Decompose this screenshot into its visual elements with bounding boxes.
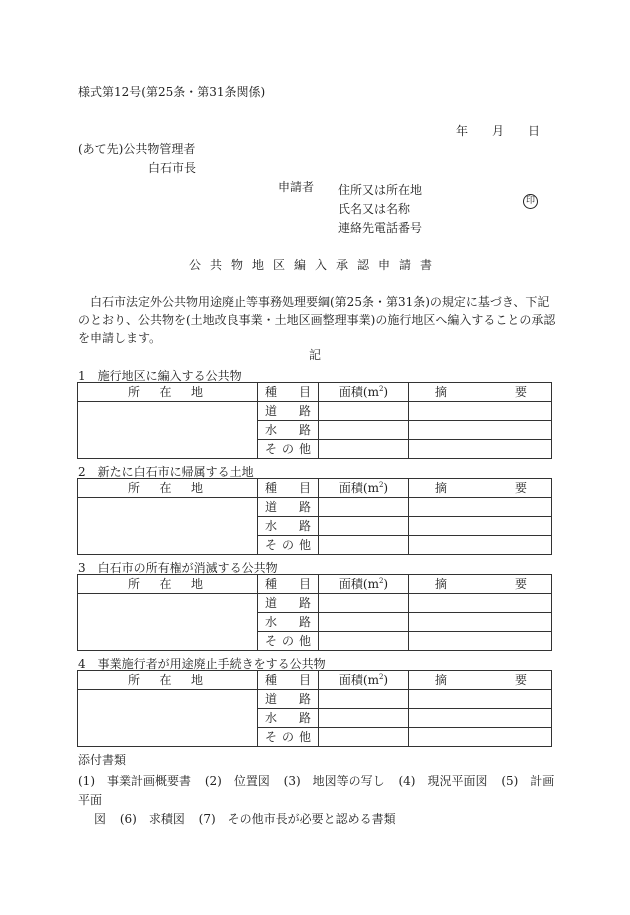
spread-text: 種 目 <box>265 673 311 687</box>
remarks-cell[interactable] <box>409 632 552 651</box>
type-cell <box>258 517 319 536</box>
type-cell <box>258 536 319 555</box>
public-property-table <box>77 382 552 459</box>
table-header-row <box>78 383 552 402</box>
table-header-row <box>78 575 552 594</box>
header-area: 面積$(m^2)$ <box>319 479 409 498</box>
spread-text: 種 目 <box>265 481 311 495</box>
area-cell[interactable] <box>319 613 409 632</box>
section-heading: 2 新たに白石市に帰属する土地 <box>78 465 254 479</box>
table-row <box>78 594 552 613</box>
spread-text: 道 路 <box>265 500 311 514</box>
header-remarks <box>409 575 552 594</box>
remarks-cell[interactable] <box>409 594 552 613</box>
mayor: 白石市長 <box>148 161 197 175</box>
header-type <box>258 479 319 498</box>
type-cell <box>258 690 319 709</box>
remarks-cell[interactable] <box>409 498 552 517</box>
date-day: 日 <box>528 124 541 138</box>
type-cell <box>258 402 319 421</box>
spread-text: そ の 他 <box>265 442 311 456</box>
attachments-list <box>78 772 560 829</box>
header-location <box>78 575 258 594</box>
area-cell[interactable] <box>319 498 409 517</box>
spread-text: そ の 他 <box>265 730 311 744</box>
remarks-cell[interactable] <box>409 517 552 536</box>
attachment-item: (7) その他市長が必要と認める書類 <box>198 812 396 826</box>
attachment-item: (2) 位置図 <box>204 774 270 788</box>
header-area: 面積$(m^2)$ <box>319 383 409 402</box>
table-row <box>78 402 552 421</box>
spread-text: 摘 要 <box>435 673 527 687</box>
area-cell[interactable] <box>319 440 409 459</box>
spread-text: 所 在 地 <box>128 385 203 399</box>
section-heading: 3 白石市の所有権が消滅する公共物 <box>78 561 278 575</box>
header-type <box>258 671 319 690</box>
type-cell <box>258 613 319 632</box>
public-property-table <box>77 574 552 651</box>
type-cell <box>258 498 319 517</box>
spread-text: そ の 他 <box>265 538 311 552</box>
type-cell <box>258 594 319 613</box>
type-cell <box>258 728 319 747</box>
area-cell[interactable] <box>319 594 409 613</box>
form-number: 様式第12号(第25条・第31条関係) <box>78 85 266 99</box>
type-cell <box>258 632 319 651</box>
applicant-name-label: 氏名又は名称 <box>338 202 411 216</box>
spread-text: 所 在 地 <box>128 481 203 495</box>
header-area: 面積$(m^2)$ <box>319 575 409 594</box>
location-cell[interactable] <box>78 498 258 555</box>
header-area: 面積$(m^2)$ <box>319 671 409 690</box>
area-cell[interactable] <box>319 536 409 555</box>
remarks-cell[interactable] <box>409 421 552 440</box>
spread-text: 水 路 <box>265 519 311 533</box>
remarks-cell[interactable] <box>409 402 552 421</box>
area-cell[interactable] <box>319 517 409 536</box>
spread-text: 種 目 <box>265 577 311 591</box>
area-cell[interactable] <box>319 690 409 709</box>
applicant-fields <box>338 181 422 238</box>
date-year: 年 <box>456 124 469 138</box>
date-month: 月 <box>492 124 505 138</box>
area-cell[interactable] <box>319 728 409 747</box>
applicant-address-label: 住所又は所在地 <box>338 183 423 197</box>
addressee: (あて先)公共物管理者 <box>78 142 196 156</box>
spread-text: 所 在 地 <box>128 673 203 687</box>
area-cell[interactable] <box>319 402 409 421</box>
date-line <box>456 125 540 137</box>
public-property-table <box>77 478 552 555</box>
header-remarks <box>409 383 552 402</box>
body-paragraph: 白石市法定外公共物用途廃止等事務処理要綱(第25条・第31条)の規定に基づき、下記のとおり、公共物を(土地改良事業・土地区画整理事業)の施行地区へ編入することの承認を申請します。 <box>78 295 556 345</box>
header-location <box>78 671 258 690</box>
spread-text: 摘 要 <box>435 577 527 591</box>
attachment-item: (5) 計画平面 <box>78 774 555 807</box>
spread-text: 水 路 <box>265 615 311 629</box>
header-remarks <box>409 479 552 498</box>
applicant-label: 申請者 <box>278 180 315 194</box>
type-cell <box>258 709 319 728</box>
spread-text: 所 在 地 <box>128 577 203 591</box>
public-property-table <box>77 670 552 747</box>
area-cell[interactable] <box>319 709 409 728</box>
attachment-item: (6) 求積図 <box>119 812 185 826</box>
type-cell <box>258 421 319 440</box>
header-remarks <box>409 671 552 690</box>
remarks-cell[interactable] <box>409 536 552 555</box>
spread-text: 道 路 <box>265 596 311 610</box>
remarks-cell[interactable] <box>409 690 552 709</box>
seal-mark: 印 <box>523 194 538 209</box>
remarks-cell[interactable] <box>409 728 552 747</box>
remarks-cell[interactable] <box>409 440 552 459</box>
attachments-label: 添付書類 <box>78 753 127 767</box>
table-row <box>78 690 552 709</box>
attachment-item: (3) 地図等の写し <box>283 774 385 788</box>
section-heading: 1 施行地区に編入する公共物 <box>78 369 242 383</box>
attachment-item: (1) 事業計画概要書 <box>78 774 191 788</box>
table-header-row <box>78 479 552 498</box>
table-header-row <box>78 671 552 690</box>
spread-text: 摘 要 <box>435 481 527 495</box>
applicant-phone-label: 連絡先電話番号 <box>338 221 423 235</box>
table-row <box>78 498 552 517</box>
spread-text: 摘 要 <box>435 385 527 399</box>
location-cell[interactable] <box>78 402 258 459</box>
remarks-cell[interactable] <box>409 709 552 728</box>
header-type <box>258 575 319 594</box>
header-type <box>258 383 319 402</box>
document-title: 公共物地区編入承認申請書 <box>188 258 441 272</box>
header-location <box>78 479 258 498</box>
type-cell <box>258 440 319 459</box>
spread-text: 水 路 <box>265 711 311 725</box>
area-cell[interactable] <box>319 632 409 651</box>
spread-text: 道 路 <box>265 404 311 418</box>
location-cell[interactable] <box>78 690 258 747</box>
spread-text: 水 路 <box>265 423 311 437</box>
header-location <box>78 383 258 402</box>
section-heading: 4 事業施行者が用途廃止手続きをする公共物 <box>78 657 326 671</box>
ki-marker: 記 <box>308 348 321 362</box>
spread-text: 種 目 <box>265 385 311 399</box>
attachment-item: (4) 現況平面図 <box>398 774 488 788</box>
spread-text: 道 路 <box>265 692 311 706</box>
area-cell[interactable] <box>319 421 409 440</box>
attachment-item: 図 <box>94 812 107 826</box>
location-cell[interactable] <box>78 594 258 651</box>
remarks-cell[interactable] <box>409 613 552 632</box>
spread-text: そ の 他 <box>265 634 311 648</box>
